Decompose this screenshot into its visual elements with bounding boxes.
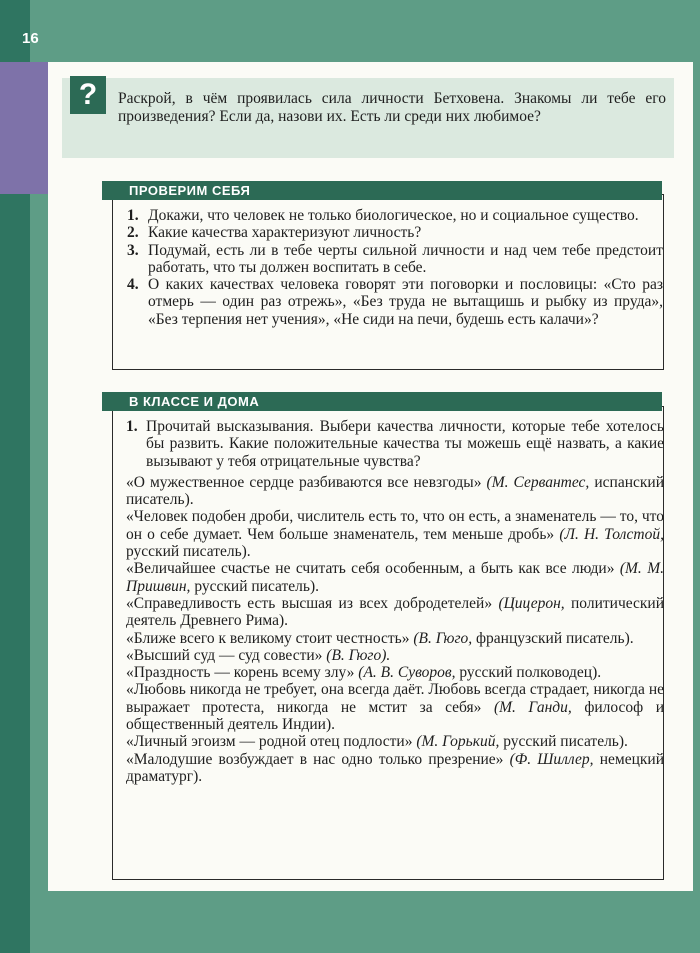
quote-text: «Личный эгоизм — родной отец подлости» — [126, 733, 413, 751]
quote — [126, 630, 664, 647]
quote-author: (М. Сервантес, — [486, 473, 590, 491]
quote — [126, 595, 664, 630]
quote-text: «Ближе всего к великому стоит честность» — [126, 629, 410, 647]
quote-author-info: русский писатель). — [503, 733, 628, 751]
quote — [126, 508, 664, 560]
quote-text: «О мужественное сердце разбиваются все невзгоды» — [126, 473, 482, 491]
task-intro — [126, 418, 664, 470]
quote — [126, 664, 664, 681]
check-item-number: 2. — [127, 224, 139, 242]
check-item — [127, 224, 663, 241]
quote-author-info: немецкий драматург). — [126, 750, 664, 785]
quote-author-info: русский полководец). — [459, 664, 602, 682]
quote-author-info: испанский писатель). — [126, 473, 665, 509]
quote-author: (В. Гюго). — [326, 646, 391, 664]
quote — [126, 647, 664, 664]
quote-author: (М. Горький, — [416, 733, 500, 751]
quote-text: «Человек подобен дроби, числитель есть то, что он есть, а знаменатель — то, что он о себе думает. Чем больше знаменатель, тем меньше дробь» — [126, 508, 664, 543]
in-class-content — [126, 418, 664, 785]
quote-author: (Ф. Шиллер, — [509, 750, 594, 768]
quote-text: «Величайшее счастье не считать себя особенным, а быть как все люди» — [126, 560, 615, 578]
quote — [126, 733, 664, 750]
quote-author: (В. Гюго, — [413, 629, 473, 647]
quote-text: «Справедливость есть высшая из всех добродетелей» — [126, 594, 493, 612]
quote-author-info: французский писатель). — [476, 629, 634, 647]
question-icon: ? — [70, 76, 106, 114]
quote-author-info: философ и общественный деятель Индии). — [126, 698, 665, 734]
quote-author: (А. В. Суворов, — [358, 664, 456, 682]
quote — [126, 681, 664, 733]
task-number: 1. — [126, 418, 138, 435]
check-item-text: Какие качества характеризуют личность? — [148, 224, 422, 242]
quote — [126, 474, 664, 509]
quote-author: (М. М. Пришвин, — [126, 560, 664, 595]
quote-author: (М. Ганди, — [493, 698, 572, 716]
page-number: 16 — [22, 30, 39, 47]
check-yourself-list — [127, 207, 663, 328]
check-yourself-header: ПРОВЕРИМ СЕБЯ — [102, 181, 662, 200]
check-item-text: Докажи, что человек не только биологическое, но и социальное существо. — [148, 207, 639, 224]
question-text: Раскрой, в чём проявилась сила личности Бетховена. Знакомы ли тебе его произведения? Если да, назови их. Есть ли среди них любимое? — [118, 90, 666, 125]
quote — [126, 560, 664, 595]
check-item-number: 1. — [127, 207, 139, 224]
quote-author: (Л. Н. Толстой, — [559, 525, 664, 543]
quote-author-info: политический деятель Древнего Рима). — [126, 594, 665, 630]
quote-text: «Любовь никогда не требует, она всегда даёт. Любовь всегда страдает, никогда не выражает протеста, никогда не мстит за себя» — [126, 681, 664, 716]
quote-author-info: русский писатель). — [126, 543, 251, 561]
quote-author: (Цицерон, — [498, 594, 565, 612]
check-item — [127, 276, 663, 328]
task-text: Прочитай высказывания. Выбери качества личности, которые тебе хотелось бы развить. Какие положительные качества ты можешь ещё назвать, а какие вызывают у тебя отрицательные чувства? — [146, 418, 664, 470]
quote-text: «Высший суд — суд совести» — [126, 646, 323, 664]
quote-author-info: русский писатель). — [194, 577, 319, 595]
check-item-number: 4. — [127, 276, 139, 294]
check-item-text: О каких качествах человека говорят эти поговорки и пословицы: «Сто раз отмерь — один раз отрежь», «Без труда не вытащишь и рыбку из пруда», «Без терпения нет учения», «Не сиди на печи, будешь есть калачи»? — [148, 276, 663, 328]
check-item — [127, 207, 663, 224]
in-class-header: В КЛАССЕ И ДОМА — [102, 392, 662, 411]
check-item — [127, 242, 663, 277]
quote-text: «Праздность — корень всему злу» — [126, 664, 355, 682]
quote-text: «Малодушие возбуждает в нас одно только презрение» — [126, 750, 504, 768]
check-item-number: 3. — [127, 241, 139, 259]
quote — [126, 751, 664, 786]
check-item-text: Подумай, есть ли в тебе черты сильной личности и над чем тебе предстоит работать, что ты должен воспитать в себе. — [148, 241, 663, 276]
